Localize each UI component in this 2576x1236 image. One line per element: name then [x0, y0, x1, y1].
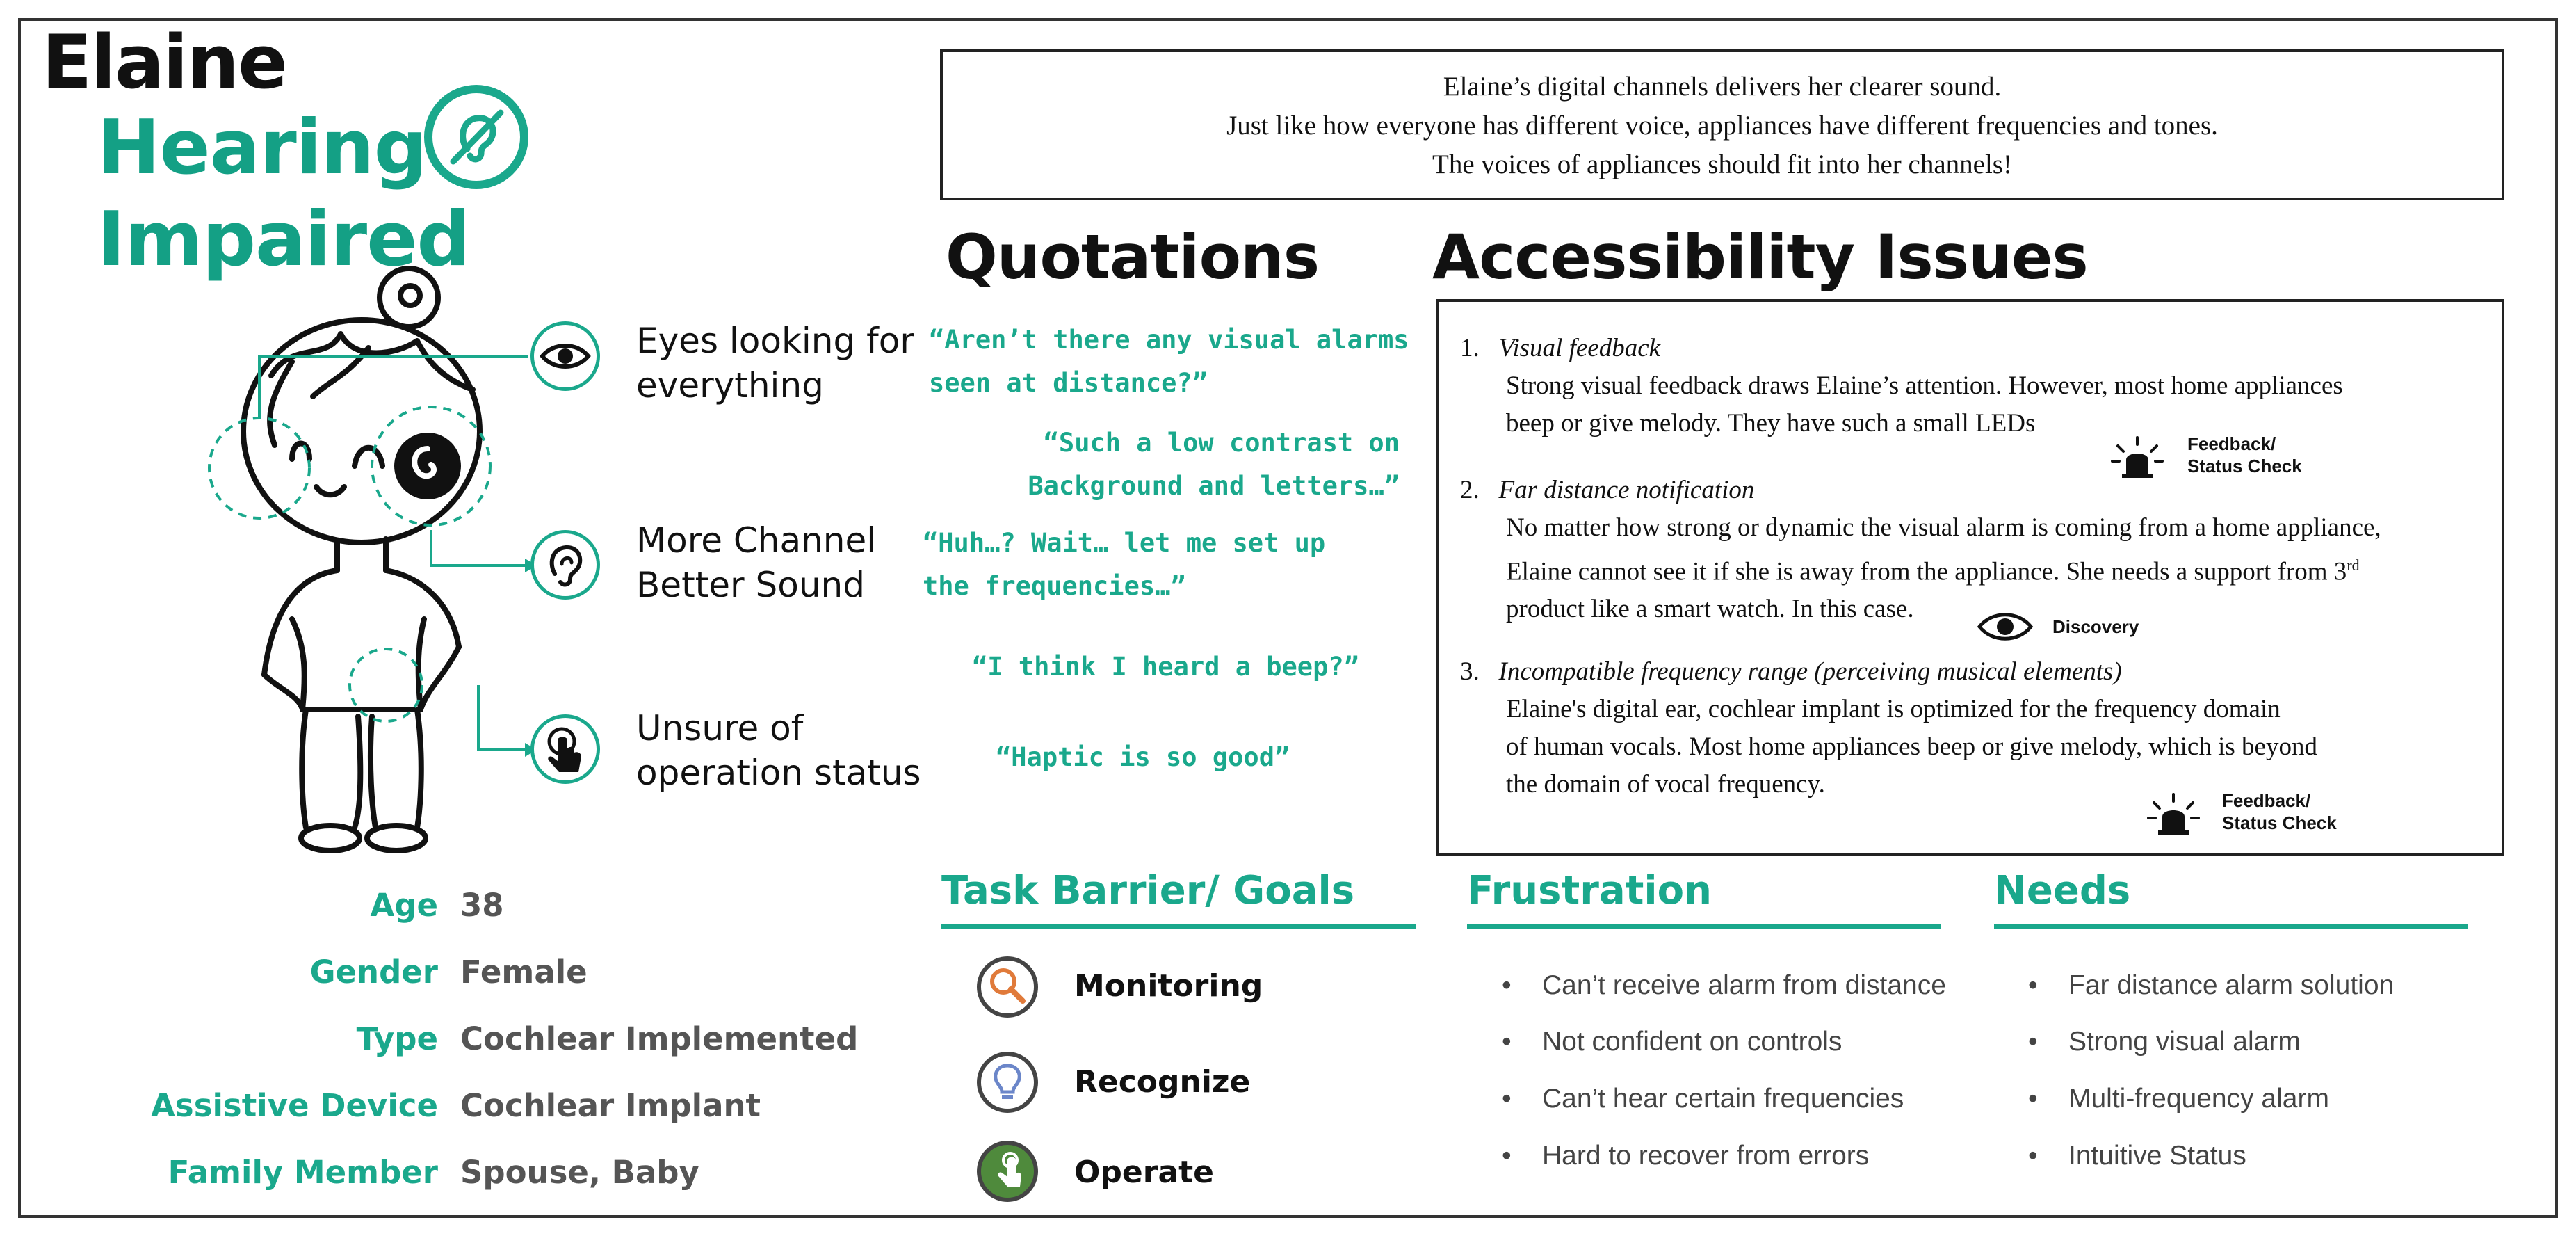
task-label-recognize: Recognize [1074, 1064, 1251, 1100]
persona-type-line2: Impaired [97, 196, 470, 283]
task-label-operate: Operate [1074, 1155, 1215, 1190]
profile-value: 38 [460, 887, 504, 924]
issue-item: 1. Visual feedback Strong visual feedback draws Elaine’s attention. However, most home appliances beep or give melody. They have such a small LEDs [1460, 334, 2343, 438]
feature-connectors [257, 348, 549, 779]
lightbulb-icon [977, 1052, 1038, 1113]
needs-heading: Needs [1994, 868, 2131, 913]
feature-touch-label: Unsure of operation status [636, 708, 921, 793]
needs-item: • Far distance alarm solution [2068, 970, 2394, 1001]
task-barrier-divider [941, 924, 1416, 929]
frustration-divider [1467, 924, 1941, 929]
needs-item: • Intuitive Status [2068, 1141, 2246, 1171]
magnifier-icon [977, 956, 1038, 1018]
touch-hand-icon [530, 714, 600, 784]
ear-icon [530, 530, 600, 600]
accessibility-issues-box [1436, 299, 2504, 856]
profile-value: Cochlear Implemented [460, 1020, 859, 1057]
feature-ear-label: More Channel Better Sound [636, 520, 877, 605]
task-label-monitoring: Monitoring [1074, 968, 1263, 1004]
persona-name: Elaine [42, 19, 286, 105]
summary-line: The voices of appliances should fit into her channels! [1432, 150, 2012, 179]
feedback-status-tag: Feedback/ Status Check [2187, 433, 2302, 476]
alarm-icon [2147, 792, 2200, 839]
quote-2: “Such a low contrast on Background and letters…” [1028, 428, 1400, 501]
needs-item: • Multi-frequency alarm [2068, 1084, 2329, 1114]
issue-title: Incompatible frequency range (perceiving musical elements) [1498, 657, 2122, 687]
feedback-status-tag: Feedback/ Status Check [2222, 790, 2337, 833]
accessibility-issues-heading: Accessibility Issues [1432, 221, 2088, 293]
discovery-tag: Discovery [2052, 616, 2139, 637]
profile-label: Gender [309, 954, 438, 990]
frustration-item: • Not confident on controls [1542, 1027, 1842, 1057]
persona-type-line1: Hearing [97, 104, 427, 191]
alarm-icon [2111, 435, 2164, 482]
profile-label: Age [370, 887, 438, 924]
finger-tap-icon [977, 1141, 1038, 1202]
quote-5: “Haptic is so good” [996, 742, 1290, 772]
feature-eyes-label: Eyes looking for everything [636, 321, 914, 406]
quote-3: “Huh…? Wait… let me set up the frequencies…” [923, 528, 1326, 601]
summary-box [940, 49, 2504, 200]
quote-4: “I think I heard a beep?” [972, 652, 1359, 682]
quotations-heading: Quotations [946, 221, 1320, 293]
eye-icon [1977, 609, 2034, 647]
needs-item: • Strong visual alarm [2068, 1027, 2301, 1057]
task-barrier-heading: Task Barrier/ Goals [941, 868, 1355, 913]
profile-value: Cochlear Implant [460, 1087, 761, 1124]
frustration-heading: Frustration [1467, 868, 1712, 913]
issue-item: 3. Incompatible frequency range (perceiving musical elements) Elaine's digital ear, cochlear implant is optimized for the frequency domain of human vocals. Most home appliances beep or give melody, which is beyond the domain of vocal frequency. [1460, 657, 2317, 799]
profile-label: Family Member [168, 1154, 438, 1191]
frustration-item: • Can’t hear certain frequencies [1542, 1084, 1904, 1114]
frustration-item: • Hard to recover from errors [1542, 1141, 1869, 1171]
profile-value: Female [460, 954, 588, 990]
summary-line: Just like how everyone has different voice, appliances have different frequencies and tones. [1226, 111, 2218, 141]
issue-item: 2. Far distance notification No matter how strong or dynamic the visual alarm is coming from a home appliance, Elaine cannot see it if she is away from the appliance. She needs a support from 3rd product like a smart watch. In this case. [1460, 476, 2381, 624]
summary-line: Elaine’s digital channels delivers her clearer sound. [1443, 72, 2002, 102]
issue-title: Visual feedback [1498, 334, 1661, 362]
frustration-item: • Can’t receive alarm from distance [1542, 970, 1946, 1001]
hearing-impaired-icon [424, 85, 528, 189]
profile-label: Type [356, 1020, 438, 1057]
eye-icon [530, 321, 600, 391]
needs-divider [1994, 924, 2468, 929]
issue-title: Far distance notification [1498, 476, 1755, 504]
profile-label: Assistive Device [151, 1087, 438, 1124]
profile-value: Spouse, Baby [460, 1154, 699, 1191]
quote-1: “Aren’t there any visual alarms seen at distance?” [929, 325, 1409, 398]
